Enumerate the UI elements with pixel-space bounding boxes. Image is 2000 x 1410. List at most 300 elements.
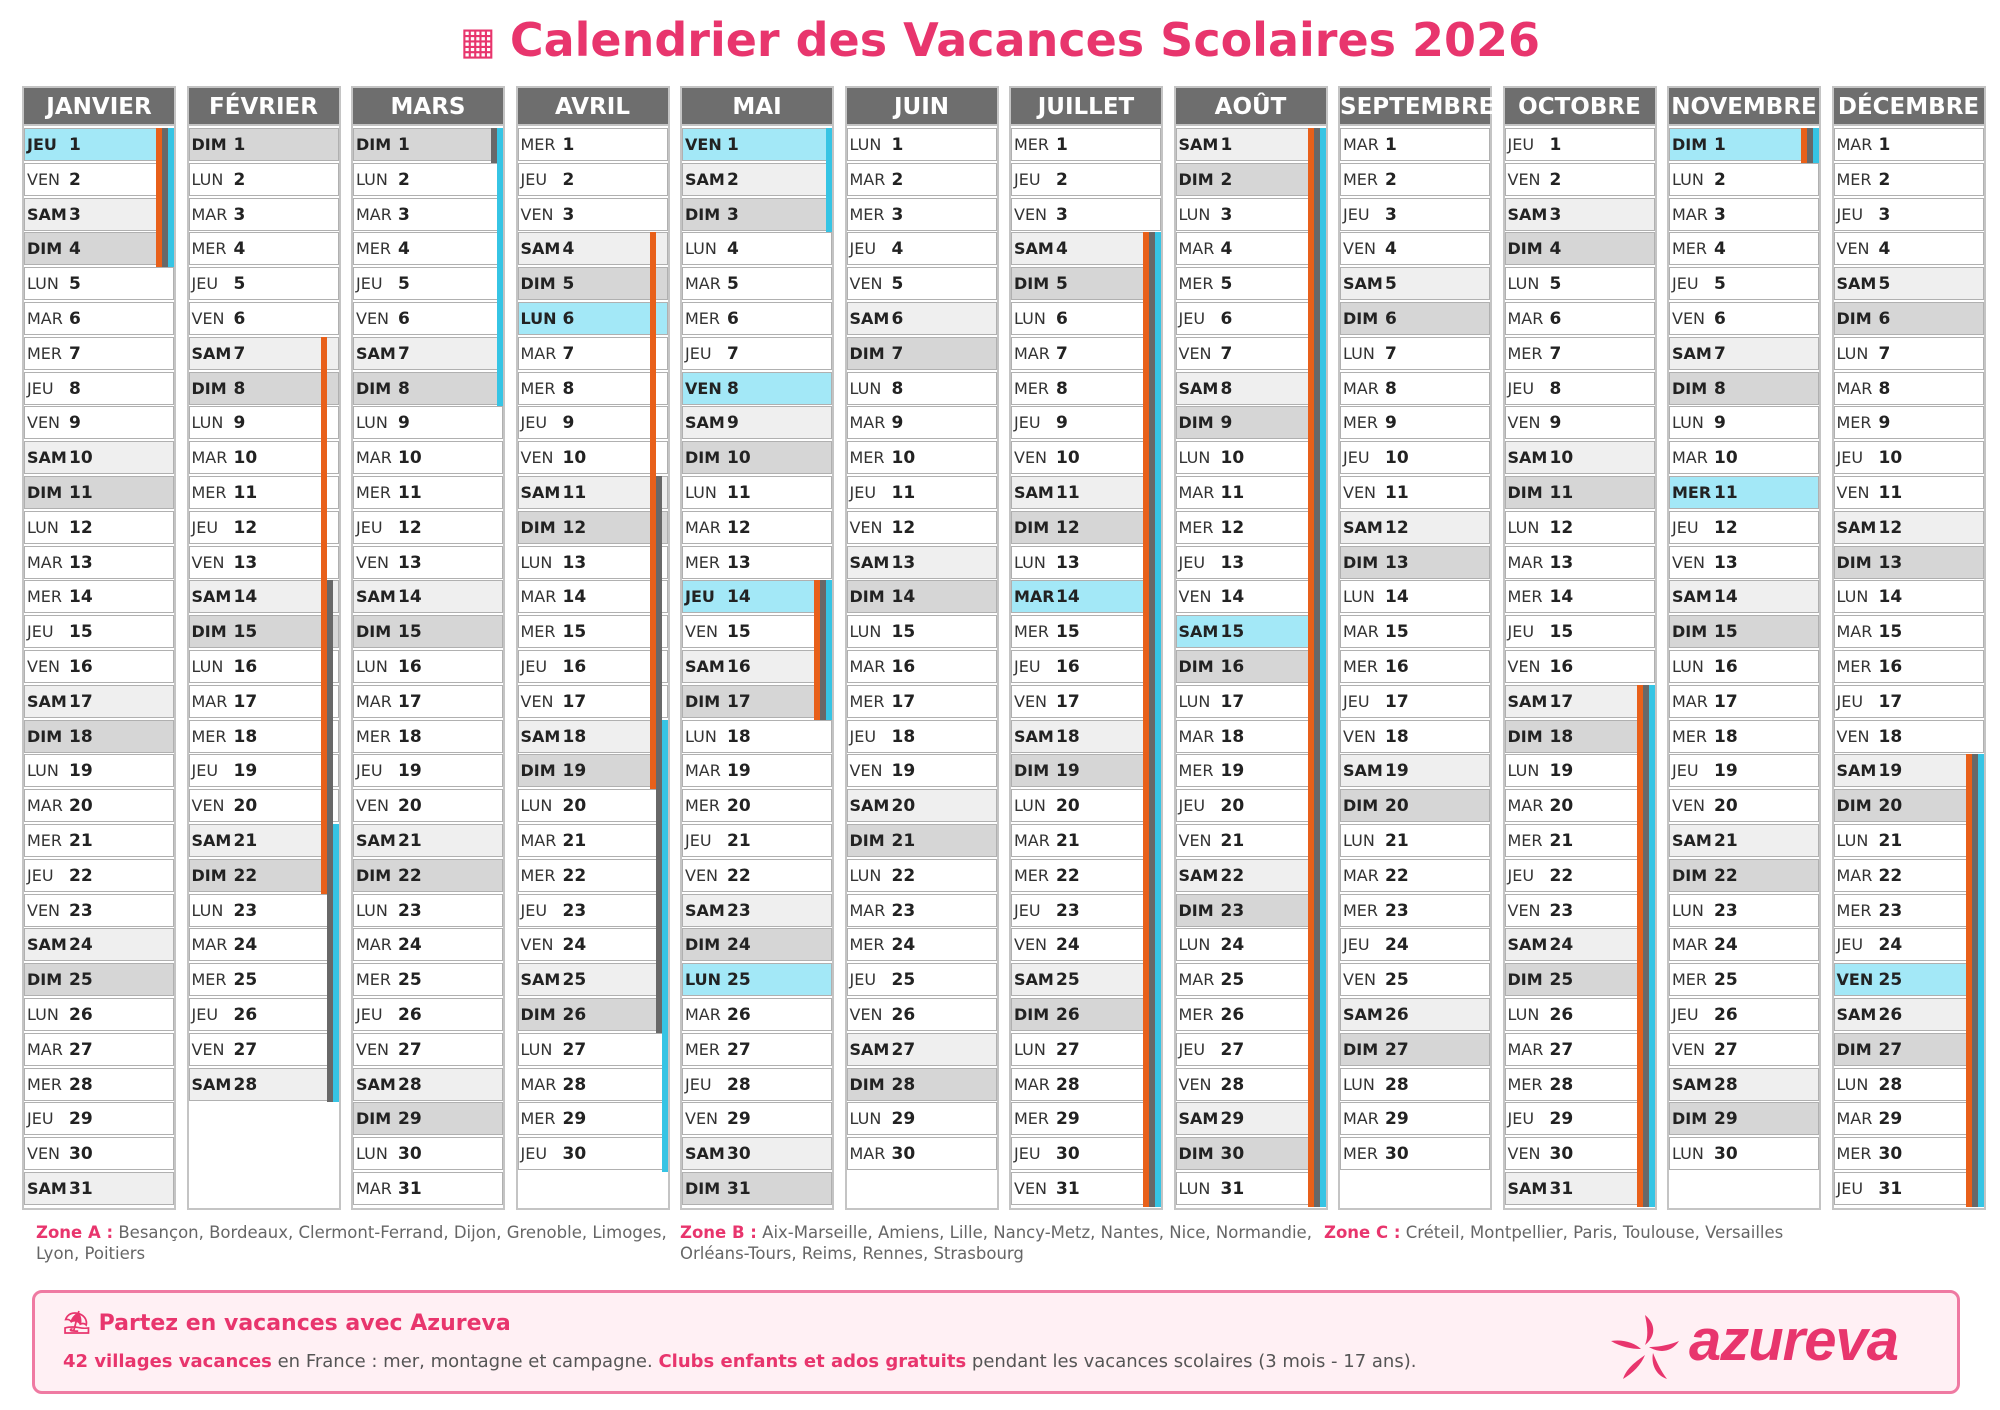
day-cell[interactable]: [1011, 302, 1161, 335]
day-cell[interactable]: [1176, 1137, 1326, 1170]
day-cell[interactable]: [1340, 685, 1490, 718]
day-cell[interactable]: [1505, 198, 1655, 231]
day-cell[interactable]: [518, 1137, 668, 1170]
day-cell[interactable]: [847, 546, 997, 579]
day-cell[interactable]: [518, 963, 668, 996]
day-cell[interactable]: [682, 372, 832, 405]
day-cell[interactable]: [1669, 406, 1819, 439]
day-cell[interactable]: [1505, 1172, 1655, 1205]
day-cell[interactable]: [24, 859, 174, 892]
day-cell[interactable]: [1340, 615, 1490, 648]
day-cell[interactable]: [847, 232, 997, 265]
day-cell[interactable]: [1011, 685, 1161, 718]
day-cell[interactable]: [518, 302, 668, 335]
day-cell[interactable]: [518, 720, 668, 753]
day-cell[interactable]: [847, 163, 997, 196]
day-cell[interactable]: [1669, 267, 1819, 300]
day-cell[interactable]: [353, 754, 503, 787]
day-cell[interactable]: [1176, 1102, 1326, 1135]
day-cell[interactable]: [1176, 998, 1326, 1031]
day-cell[interactable]: [1011, 720, 1161, 753]
day-cell[interactable]: [682, 615, 832, 648]
day-cell[interactable]: [1834, 1102, 1984, 1135]
day-cell[interactable]: [1834, 337, 1984, 370]
day-cell[interactable]: [1505, 615, 1655, 648]
day-cell[interactable]: [1011, 894, 1161, 927]
day-cell[interactable]: [1340, 337, 1490, 370]
day-cell[interactable]: [847, 650, 997, 683]
day-cell[interactable]: [1340, 580, 1490, 613]
day-cell[interactable]: [1505, 998, 1655, 1031]
day-cell[interactable]: [24, 928, 174, 961]
day-cell[interactable]: [1669, 685, 1819, 718]
day-cell[interactable]: [1669, 720, 1819, 753]
day-cell[interactable]: [1669, 372, 1819, 405]
day-cell[interactable]: [353, 720, 503, 753]
day-cell[interactable]: [1176, 685, 1326, 718]
day-cell[interactable]: [847, 128, 997, 161]
day-cell[interactable]: [1340, 198, 1490, 231]
day-cell[interactable]: [1834, 685, 1984, 718]
day-cell[interactable]: [189, 580, 339, 613]
day-cell[interactable]: [682, 580, 832, 613]
day-cell[interactable]: [353, 1172, 503, 1205]
day-cell[interactable]: [518, 267, 668, 300]
day-cell[interactable]: [353, 928, 503, 961]
day-cell[interactable]: [1176, 267, 1326, 300]
day-cell[interactable]: [1505, 267, 1655, 300]
day-cell[interactable]: [189, 267, 339, 300]
day-cell[interactable]: [1176, 198, 1326, 231]
day-cell[interactable]: [24, 580, 174, 613]
day-cell[interactable]: [1176, 754, 1326, 787]
day-cell[interactable]: [518, 1102, 668, 1135]
day-cell[interactable]: [1669, 232, 1819, 265]
day-cell[interactable]: [1011, 1102, 1161, 1135]
day-cell[interactable]: [1834, 372, 1984, 405]
day-cell[interactable]: [1011, 372, 1161, 405]
day-cell[interactable]: [1834, 720, 1984, 753]
day-cell[interactable]: [189, 998, 339, 1031]
day-cell[interactable]: [189, 406, 339, 439]
day-cell[interactable]: [1834, 128, 1984, 161]
day-cell[interactable]: [1505, 754, 1655, 787]
day-cell[interactable]: [189, 546, 339, 579]
day-cell[interactable]: [1340, 824, 1490, 857]
day-cell[interactable]: [518, 789, 668, 822]
day-cell[interactable]: [518, 894, 668, 927]
day-cell[interactable]: [1669, 511, 1819, 544]
day-cell[interactable]: [353, 163, 503, 196]
day-cell[interactable]: [24, 163, 174, 196]
day-cell[interactable]: [1340, 1137, 1490, 1170]
day-cell[interactable]: [24, 337, 174, 370]
day-cell[interactable]: [1834, 824, 1984, 857]
day-cell[interactable]: [24, 1068, 174, 1101]
day-cell[interactable]: [24, 372, 174, 405]
day-cell[interactable]: [353, 476, 503, 509]
day-cell[interactable]: [518, 650, 668, 683]
day-cell[interactable]: [682, 1068, 832, 1101]
day-cell[interactable]: [847, 476, 997, 509]
day-cell[interactable]: [518, 1068, 668, 1101]
day-cell[interactable]: [353, 198, 503, 231]
day-cell[interactable]: [1176, 372, 1326, 405]
day-cell[interactable]: [353, 232, 503, 265]
day-cell[interactable]: [682, 1033, 832, 1066]
day-cell[interactable]: [1834, 163, 1984, 196]
day-cell[interactable]: [1505, 1033, 1655, 1066]
day-cell[interactable]: [682, 650, 832, 683]
day-cell[interactable]: [1011, 546, 1161, 579]
day-cell[interactable]: [1176, 511, 1326, 544]
day-cell[interactable]: [1176, 1172, 1326, 1205]
day-cell[interactable]: [682, 302, 832, 335]
day-cell[interactable]: [682, 337, 832, 370]
day-cell[interactable]: [353, 1102, 503, 1135]
day-cell[interactable]: [1505, 859, 1655, 892]
day-cell[interactable]: [189, 824, 339, 857]
day-cell[interactable]: [1011, 789, 1161, 822]
day-cell[interactable]: [353, 372, 503, 405]
day-cell[interactable]: [353, 859, 503, 892]
day-cell[interactable]: [1669, 546, 1819, 579]
day-cell[interactable]: [518, 128, 668, 161]
day-cell[interactable]: [1505, 372, 1655, 405]
day-cell[interactable]: [1011, 998, 1161, 1031]
day-cell[interactable]: [1669, 441, 1819, 474]
day-cell[interactable]: [1340, 789, 1490, 822]
day-cell[interactable]: [1340, 859, 1490, 892]
day-cell[interactable]: [518, 824, 668, 857]
day-cell[interactable]: [189, 337, 339, 370]
day-cell[interactable]: [1340, 754, 1490, 787]
day-cell[interactable]: [1669, 859, 1819, 892]
day-cell[interactable]: [1505, 963, 1655, 996]
day-cell[interactable]: [1834, 998, 1984, 1031]
day-cell[interactable]: [1340, 1033, 1490, 1066]
day-cell[interactable]: [1669, 963, 1819, 996]
day-cell[interactable]: [847, 998, 997, 1031]
day-cell[interactable]: [847, 441, 997, 474]
day-cell[interactable]: [1505, 928, 1655, 961]
day-cell[interactable]: [1834, 650, 1984, 683]
day-cell[interactable]: [1176, 337, 1326, 370]
day-cell[interactable]: [1834, 1137, 1984, 1170]
day-cell[interactable]: [682, 824, 832, 857]
day-cell[interactable]: [1011, 963, 1161, 996]
day-cell[interactable]: [1176, 476, 1326, 509]
day-cell[interactable]: [24, 1137, 174, 1170]
day-cell[interactable]: [1505, 1137, 1655, 1170]
day-cell[interactable]: [1834, 928, 1984, 961]
day-cell[interactable]: [1505, 337, 1655, 370]
day-cell[interactable]: [24, 1102, 174, 1135]
day-cell[interactable]: [1176, 406, 1326, 439]
day-cell[interactable]: [24, 1172, 174, 1205]
day-cell[interactable]: [189, 163, 339, 196]
day-cell[interactable]: [1669, 789, 1819, 822]
day-cell[interactable]: [1669, 476, 1819, 509]
day-cell[interactable]: [1011, 337, 1161, 370]
day-cell[interactable]: [1669, 1068, 1819, 1101]
day-cell[interactable]: [1669, 163, 1819, 196]
day-cell[interactable]: [518, 337, 668, 370]
day-cell[interactable]: [682, 1102, 832, 1135]
day-cell[interactable]: [189, 615, 339, 648]
day-cell[interactable]: [1505, 580, 1655, 613]
day-cell[interactable]: [1834, 546, 1984, 579]
day-cell[interactable]: [847, 372, 997, 405]
day-cell[interactable]: [1834, 198, 1984, 231]
day-cell[interactable]: [1669, 928, 1819, 961]
day-cell[interactable]: [518, 406, 668, 439]
day-cell[interactable]: [353, 267, 503, 300]
day-cell[interactable]: [518, 1033, 668, 1066]
day-cell[interactable]: [682, 894, 832, 927]
day-cell[interactable]: [847, 302, 997, 335]
day-cell[interactable]: [1176, 580, 1326, 613]
day-cell[interactable]: [24, 198, 174, 231]
day-cell[interactable]: [24, 720, 174, 753]
day-cell[interactable]: [1505, 232, 1655, 265]
day-cell[interactable]: [1340, 476, 1490, 509]
day-cell[interactable]: [1340, 720, 1490, 753]
day-cell[interactable]: [1176, 163, 1326, 196]
day-cell[interactable]: [847, 511, 997, 544]
day-cell[interactable]: [518, 476, 668, 509]
day-cell[interactable]: [24, 754, 174, 787]
day-cell[interactable]: [847, 267, 997, 300]
day-cell[interactable]: [24, 441, 174, 474]
day-cell[interactable]: [353, 824, 503, 857]
day-cell[interactable]: [682, 406, 832, 439]
day-cell[interactable]: [189, 859, 339, 892]
day-cell[interactable]: [24, 1033, 174, 1066]
day-cell[interactable]: [1176, 789, 1326, 822]
day-cell[interactable]: [1011, 1068, 1161, 1101]
day-cell[interactable]: [1834, 511, 1984, 544]
day-cell[interactable]: [1011, 1033, 1161, 1066]
day-cell[interactable]: [518, 754, 668, 787]
day-cell[interactable]: [847, 824, 997, 857]
day-cell[interactable]: [1505, 789, 1655, 822]
day-cell[interactable]: [1669, 824, 1819, 857]
day-cell[interactable]: [518, 615, 668, 648]
day-cell[interactable]: [189, 789, 339, 822]
day-cell[interactable]: [1011, 128, 1161, 161]
day-cell[interactable]: [1340, 1102, 1490, 1135]
day-cell[interactable]: [24, 302, 174, 335]
day-cell[interactable]: [682, 720, 832, 753]
day-cell[interactable]: [1834, 302, 1984, 335]
day-cell[interactable]: [1669, 615, 1819, 648]
day-cell[interactable]: [518, 998, 668, 1031]
day-cell[interactable]: [518, 511, 668, 544]
day-cell[interactable]: [518, 685, 668, 718]
day-cell[interactable]: [1834, 1033, 1984, 1066]
day-cell[interactable]: [682, 859, 832, 892]
day-cell[interactable]: [682, 546, 832, 579]
day-cell[interactable]: [1834, 441, 1984, 474]
day-cell[interactable]: [189, 476, 339, 509]
day-cell[interactable]: [24, 267, 174, 300]
day-cell[interactable]: [1340, 650, 1490, 683]
day-cell[interactable]: [1340, 963, 1490, 996]
day-cell[interactable]: [1505, 406, 1655, 439]
day-cell[interactable]: [1340, 998, 1490, 1031]
day-cell[interactable]: [1669, 1137, 1819, 1170]
day-cell[interactable]: [1669, 198, 1819, 231]
day-cell[interactable]: [189, 1033, 339, 1066]
day-cell[interactable]: [1340, 128, 1490, 161]
day-cell[interactable]: [682, 963, 832, 996]
day-cell[interactable]: [1340, 511, 1490, 544]
day-cell[interactable]: [1176, 1033, 1326, 1066]
day-cell[interactable]: [1340, 441, 1490, 474]
day-cell[interactable]: [1011, 754, 1161, 787]
day-cell[interactable]: [682, 1137, 832, 1170]
day-cell[interactable]: [1011, 859, 1161, 892]
day-cell[interactable]: [1669, 998, 1819, 1031]
day-cell[interactable]: [518, 859, 668, 892]
day-cell[interactable]: [1176, 650, 1326, 683]
day-cell[interactable]: [1176, 720, 1326, 753]
day-cell[interactable]: [24, 894, 174, 927]
day-cell[interactable]: [353, 685, 503, 718]
day-cell[interactable]: [189, 198, 339, 231]
day-cell[interactable]: [1505, 476, 1655, 509]
day-cell[interactable]: [189, 894, 339, 927]
day-cell[interactable]: [1340, 928, 1490, 961]
day-cell[interactable]: [24, 789, 174, 822]
day-cell[interactable]: [1176, 928, 1326, 961]
day-cell[interactable]: [847, 1068, 997, 1101]
day-cell[interactable]: [1669, 580, 1819, 613]
day-cell[interactable]: [24, 650, 174, 683]
day-cell[interactable]: [1669, 1102, 1819, 1135]
day-cell[interactable]: [682, 1172, 832, 1205]
day-cell[interactable]: [682, 267, 832, 300]
day-cell[interactable]: [1340, 894, 1490, 927]
day-cell[interactable]: [1011, 267, 1161, 300]
day-cell[interactable]: [1176, 546, 1326, 579]
day-cell[interactable]: [847, 894, 997, 927]
day-cell[interactable]: [1834, 894, 1984, 927]
day-cell[interactable]: [353, 963, 503, 996]
day-cell[interactable]: [1669, 337, 1819, 370]
day-cell[interactable]: [847, 685, 997, 718]
day-cell[interactable]: [682, 928, 832, 961]
day-cell[interactable]: [189, 928, 339, 961]
day-cell[interactable]: [189, 441, 339, 474]
day-cell[interactable]: [1505, 685, 1655, 718]
day-cell[interactable]: [353, 441, 503, 474]
day-cell[interactable]: [518, 232, 668, 265]
day-cell[interactable]: [24, 511, 174, 544]
day-cell[interactable]: [1176, 302, 1326, 335]
day-cell[interactable]: [353, 650, 503, 683]
day-cell[interactable]: [1176, 615, 1326, 648]
day-cell[interactable]: [1340, 302, 1490, 335]
day-cell[interactable]: [1505, 1068, 1655, 1101]
day-cell[interactable]: [847, 720, 997, 753]
day-cell[interactable]: [682, 789, 832, 822]
day-cell[interactable]: [353, 406, 503, 439]
day-cell[interactable]: [1834, 754, 1984, 787]
day-cell[interactable]: [682, 198, 832, 231]
day-cell[interactable]: [847, 337, 997, 370]
day-cell[interactable]: [1834, 789, 1984, 822]
day-cell[interactable]: [24, 685, 174, 718]
day-cell[interactable]: [1011, 580, 1161, 613]
day-cell[interactable]: [847, 406, 997, 439]
day-cell[interactable]: [1011, 824, 1161, 857]
day-cell[interactable]: [1834, 1172, 1984, 1205]
day-cell[interactable]: [1669, 128, 1819, 161]
day-cell[interactable]: [24, 615, 174, 648]
day-cell[interactable]: [1669, 650, 1819, 683]
day-cell[interactable]: [682, 128, 832, 161]
day-cell[interactable]: [1669, 302, 1819, 335]
day-cell[interactable]: [24, 824, 174, 857]
day-cell[interactable]: [1011, 928, 1161, 961]
day-cell[interactable]: [1505, 650, 1655, 683]
day-cell[interactable]: [1176, 1068, 1326, 1101]
day-cell[interactable]: [1505, 128, 1655, 161]
day-cell[interactable]: [189, 511, 339, 544]
day-cell[interactable]: [518, 546, 668, 579]
day-cell[interactable]: [847, 789, 997, 822]
day-cell[interactable]: [1834, 580, 1984, 613]
day-cell[interactable]: [1669, 894, 1819, 927]
day-cell[interactable]: [1011, 441, 1161, 474]
day-cell[interactable]: [682, 441, 832, 474]
day-cell[interactable]: [847, 1137, 997, 1170]
day-cell[interactable]: [847, 615, 997, 648]
day-cell[interactable]: [353, 580, 503, 613]
day-cell[interactable]: [682, 232, 832, 265]
day-cell[interactable]: [189, 720, 339, 753]
day-cell[interactable]: [353, 128, 503, 161]
day-cell[interactable]: [353, 615, 503, 648]
day-cell[interactable]: [1834, 476, 1984, 509]
day-cell[interactable]: [1176, 963, 1326, 996]
day-cell[interactable]: [1176, 128, 1326, 161]
day-cell[interactable]: [1011, 163, 1161, 196]
day-cell[interactable]: [24, 998, 174, 1031]
day-cell[interactable]: [518, 928, 668, 961]
day-cell[interactable]: [189, 650, 339, 683]
day-cell[interactable]: [1340, 546, 1490, 579]
day-cell[interactable]: [1011, 406, 1161, 439]
day-cell[interactable]: [1505, 824, 1655, 857]
day-cell[interactable]: [1340, 372, 1490, 405]
day-cell[interactable]: [1011, 476, 1161, 509]
day-cell[interactable]: [1505, 546, 1655, 579]
day-cell[interactable]: [189, 754, 339, 787]
azureva-logo[interactable]: [1605, 1301, 1945, 1387]
day-cell[interactable]: [682, 163, 832, 196]
day-cell[interactable]: [353, 511, 503, 544]
day-cell[interactable]: [1834, 1068, 1984, 1101]
day-cell[interactable]: [847, 928, 997, 961]
day-cell[interactable]: [1505, 511, 1655, 544]
day-cell[interactable]: [1505, 302, 1655, 335]
day-cell[interactable]: [1669, 754, 1819, 787]
day-cell[interactable]: [1011, 198, 1161, 231]
day-cell[interactable]: [518, 580, 668, 613]
